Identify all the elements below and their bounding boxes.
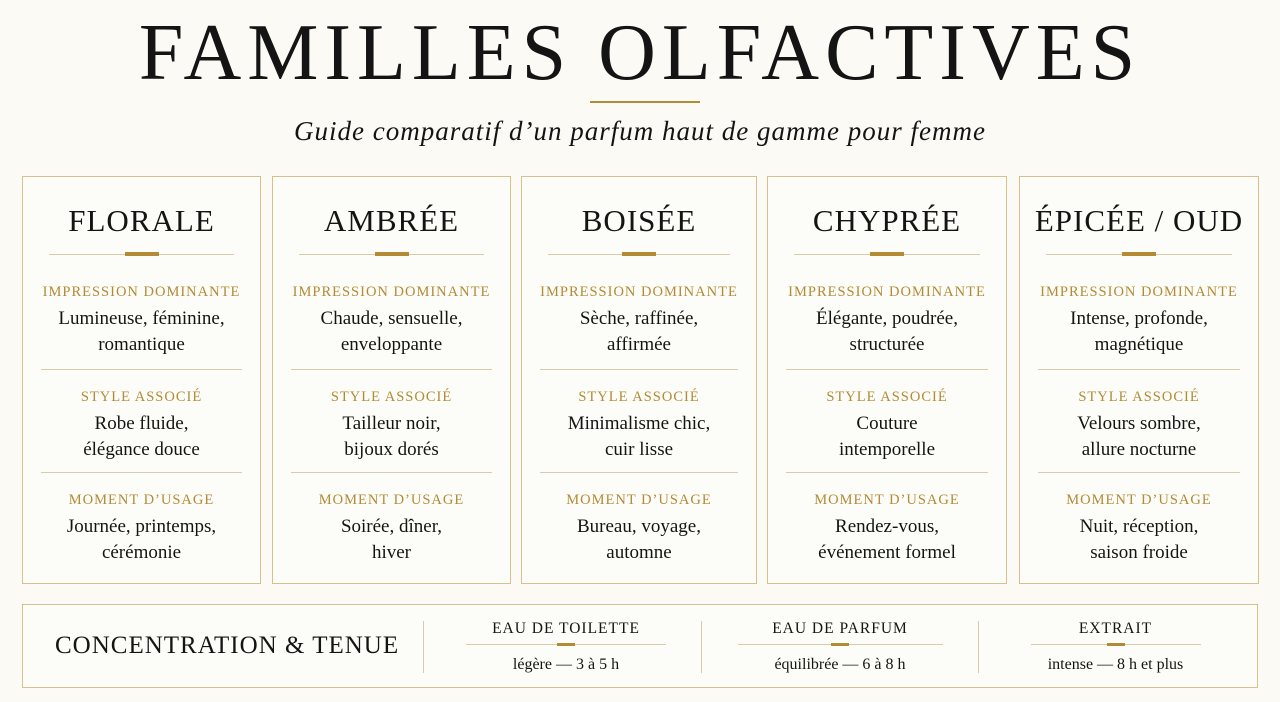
moment-label: MOMENT D’USAGE bbox=[1066, 492, 1212, 508]
concentration-item-extrait bbox=[1013, 619, 1218, 675]
impression-section bbox=[273, 283, 510, 358]
moment-value: Nuit, réception, saison froide bbox=[1079, 516, 1199, 563]
title-accent bbox=[125, 252, 159, 256]
section-divider bbox=[786, 472, 988, 473]
family-card-florale bbox=[22, 176, 261, 584]
section-divider bbox=[1038, 472, 1240, 473]
vertical-divider bbox=[978, 621, 979, 673]
family-title: AMBRÉE bbox=[323, 203, 460, 238]
section-divider bbox=[41, 472, 242, 473]
section-divider bbox=[540, 472, 738, 473]
concentration-accent bbox=[1107, 643, 1125, 646]
impression-label: IMPRESSION DOMINANTE bbox=[292, 284, 491, 300]
impression-value: Sèche, raffinée, affirmée bbox=[579, 308, 699, 355]
style-section bbox=[522, 388, 756, 463]
concentration-desc: intense — 8 h et plus bbox=[1047, 656, 1184, 673]
moment-section bbox=[1020, 491, 1258, 566]
style-section bbox=[23, 388, 260, 463]
moment-section bbox=[273, 491, 510, 566]
family-title: FLORALE bbox=[68, 203, 215, 238]
style-label: STYLE ASSOCIÉ bbox=[826, 389, 948, 405]
concentration-rule bbox=[1031, 644, 1201, 645]
section-divider bbox=[291, 369, 492, 370]
impression-label: IMPRESSION DOMINANTE bbox=[788, 284, 986, 300]
vertical-divider bbox=[423, 621, 424, 673]
concentration-desc: légère — 3 à 5 h bbox=[512, 656, 620, 673]
concentration-name: EAU DE TOILETTE bbox=[492, 620, 640, 637]
style-label: STYLE ASSOCIÉ bbox=[80, 389, 203, 405]
style-value: Robe fluide, élégance douce bbox=[83, 413, 200, 460]
moment-value: Journée, printemps, cérémonie bbox=[66, 516, 217, 563]
concentration-item-edt bbox=[461, 619, 671, 675]
moment-section bbox=[522, 491, 756, 566]
impression-value: Chaude, sensuelle, enveloppante bbox=[320, 308, 463, 355]
moment-value: Rendez-vous, événement formel bbox=[818, 516, 956, 563]
style-section bbox=[768, 388, 1006, 463]
family-title: BOISÉE bbox=[581, 203, 697, 238]
section-divider bbox=[540, 369, 738, 370]
title-accent bbox=[375, 252, 409, 256]
impression-section bbox=[768, 283, 1006, 358]
concentration-name: EAU DE PARFUM bbox=[772, 620, 908, 637]
concentration-label: CONCENTRATION & TENUE bbox=[55, 632, 400, 659]
impression-label: IMPRESSION DOMINANTE bbox=[42, 284, 241, 300]
impression-value: Lumineuse, féminine, romantique bbox=[58, 308, 225, 355]
impression-section bbox=[1020, 283, 1258, 358]
impression-section bbox=[522, 283, 756, 358]
concentration-name: EXTRAIT bbox=[1078, 620, 1153, 637]
concentration-panel bbox=[22, 604, 1258, 688]
moment-label: MOMENT D’USAGE bbox=[318, 492, 465, 508]
impression-label: IMPRESSION DOMINANTE bbox=[1040, 284, 1238, 300]
page-subtitle: Guide comparatif d’un parfum haut de gamme pour femme bbox=[294, 116, 986, 146]
style-value: Couture intemporelle bbox=[838, 413, 936, 460]
concentration-rule bbox=[466, 644, 666, 645]
concentration-desc: équilibrée — 6 à 8 h bbox=[774, 656, 906, 673]
vertical-divider bbox=[701, 621, 702, 673]
style-label: STYLE ASSOCIÉ bbox=[578, 389, 700, 405]
style-label: STYLE ASSOCIÉ bbox=[330, 389, 453, 405]
section-divider bbox=[1038, 369, 1240, 370]
moment-value: Soirée, dîner, hiver bbox=[340, 516, 443, 563]
family-card-boisee bbox=[521, 176, 757, 584]
style-label: STYLE ASSOCIÉ bbox=[1078, 389, 1200, 405]
moment-value: Bureau, voyage, automne bbox=[577, 516, 701, 563]
style-section bbox=[273, 388, 510, 463]
style-section bbox=[1020, 388, 1258, 463]
section-divider bbox=[786, 369, 988, 370]
style-value: Velours sombre, allure nocturne bbox=[1077, 413, 1201, 460]
title-accent bbox=[870, 252, 904, 256]
section-divider bbox=[291, 472, 492, 473]
family-title: ÉPICÉE / OUD bbox=[1034, 203, 1244, 238]
page-title: FAMILLES OLFACTIVES bbox=[138, 9, 1142, 97]
impression-value: Intense, profonde, magnétique bbox=[1070, 308, 1208, 355]
family-card-epicee-oud bbox=[1019, 176, 1259, 584]
title-accent bbox=[622, 252, 656, 256]
family-card-ambree bbox=[272, 176, 511, 584]
moment-label: MOMENT D’USAGE bbox=[566, 492, 712, 508]
style-value: Tailleur noir, bijoux dorés bbox=[342, 413, 441, 460]
title-accent bbox=[1122, 252, 1156, 256]
section-divider bbox=[41, 369, 242, 370]
family-title: CHYPRÉE bbox=[812, 203, 962, 238]
family-card-chypree bbox=[767, 176, 1007, 584]
concentration-item-edp bbox=[735, 619, 945, 675]
moment-label: MOMENT D’USAGE bbox=[68, 492, 215, 508]
concentration-accent bbox=[831, 643, 849, 646]
impression-value: Élégante, poudrée, structurée bbox=[816, 308, 958, 355]
impression-label: IMPRESSION DOMINANTE bbox=[540, 284, 738, 300]
moment-section bbox=[768, 491, 1006, 566]
moment-label: MOMENT D’USAGE bbox=[814, 492, 960, 508]
impression-section bbox=[23, 283, 260, 358]
concentration-rule bbox=[738, 644, 943, 645]
moment-section bbox=[23, 491, 260, 566]
concentration-accent bbox=[557, 643, 575, 646]
style-value: Minimalisme chic, cuir lisse bbox=[567, 413, 711, 460]
